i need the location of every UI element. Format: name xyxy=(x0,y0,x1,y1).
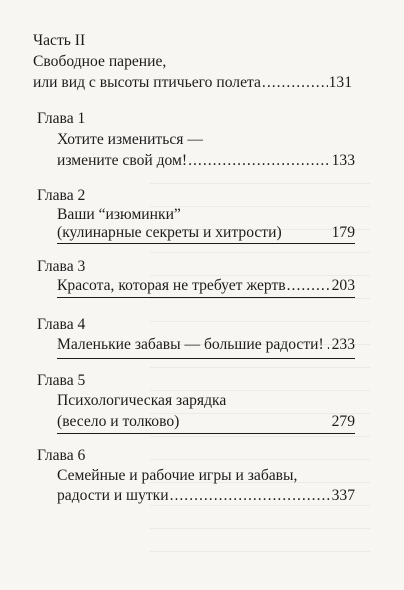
chapter-title-line1: Красота, которая не требует жертв xyxy=(57,277,286,294)
part-heading: Часть II xyxy=(33,32,86,49)
chapter-title-line2: (весело и толково) xyxy=(57,413,180,430)
chapter-heading: Глава 4 xyxy=(37,316,86,333)
dot-leader xyxy=(262,74,328,92)
chapter-heading: Глава 2 xyxy=(37,187,86,204)
title-underline xyxy=(57,358,355,359)
chapter-heading: Глава 6 xyxy=(37,447,86,464)
chapter-title-row[interactable] xyxy=(57,336,355,354)
chapter-title-row[interactable] xyxy=(57,277,355,295)
page-number: 203 xyxy=(331,277,355,294)
page-number: 337 xyxy=(331,487,355,504)
chapter-title-line1: Хотите измениться — xyxy=(57,131,203,148)
title-underline xyxy=(57,433,355,434)
chapter-title-line2: радости и шутки xyxy=(57,487,169,504)
chapter-title-line1: Маленькие забавы — большие радости! xyxy=(57,336,324,353)
part-title-line2: или вид с высоты птичьего полета xyxy=(33,74,261,91)
chapter-title-row[interactable] xyxy=(57,152,355,170)
chapter-heading: Глава 3 xyxy=(37,258,86,275)
dot-leader xyxy=(188,152,330,170)
page-number: 233 xyxy=(331,336,355,353)
page-number: 133 xyxy=(331,152,355,169)
part-title-line1: Свободное парение, xyxy=(33,53,167,70)
chapter-title-row[interactable] xyxy=(57,224,355,242)
title-underline xyxy=(57,243,355,244)
title-underline xyxy=(57,297,355,298)
chapter-title-line1: Семейные и рабочие игры и забавы, xyxy=(57,467,298,484)
chapter-heading: Глава 1 xyxy=(37,110,86,127)
dot-leader xyxy=(287,277,331,295)
part-title-row[interactable] xyxy=(33,74,352,92)
page-number: 279 xyxy=(331,413,355,430)
chapter-title-row[interactable] xyxy=(57,487,355,505)
chapter-title-line1: Ваши “изюминки” xyxy=(57,206,181,223)
dot-leader xyxy=(170,487,331,505)
chapter-title-row[interactable] xyxy=(57,413,355,431)
chapter-title-line1: Психологическая зарядка xyxy=(57,392,227,409)
page-number: 179 xyxy=(331,224,355,241)
dot-leader xyxy=(327,336,329,354)
chapter-title-line2: (кулинарные секреты и хитрости) xyxy=(57,224,282,241)
chapter-title-line2: измените свой дом! xyxy=(57,152,188,169)
chapter-heading: Глава 5 xyxy=(37,372,86,389)
page-number: 131 xyxy=(328,74,352,91)
